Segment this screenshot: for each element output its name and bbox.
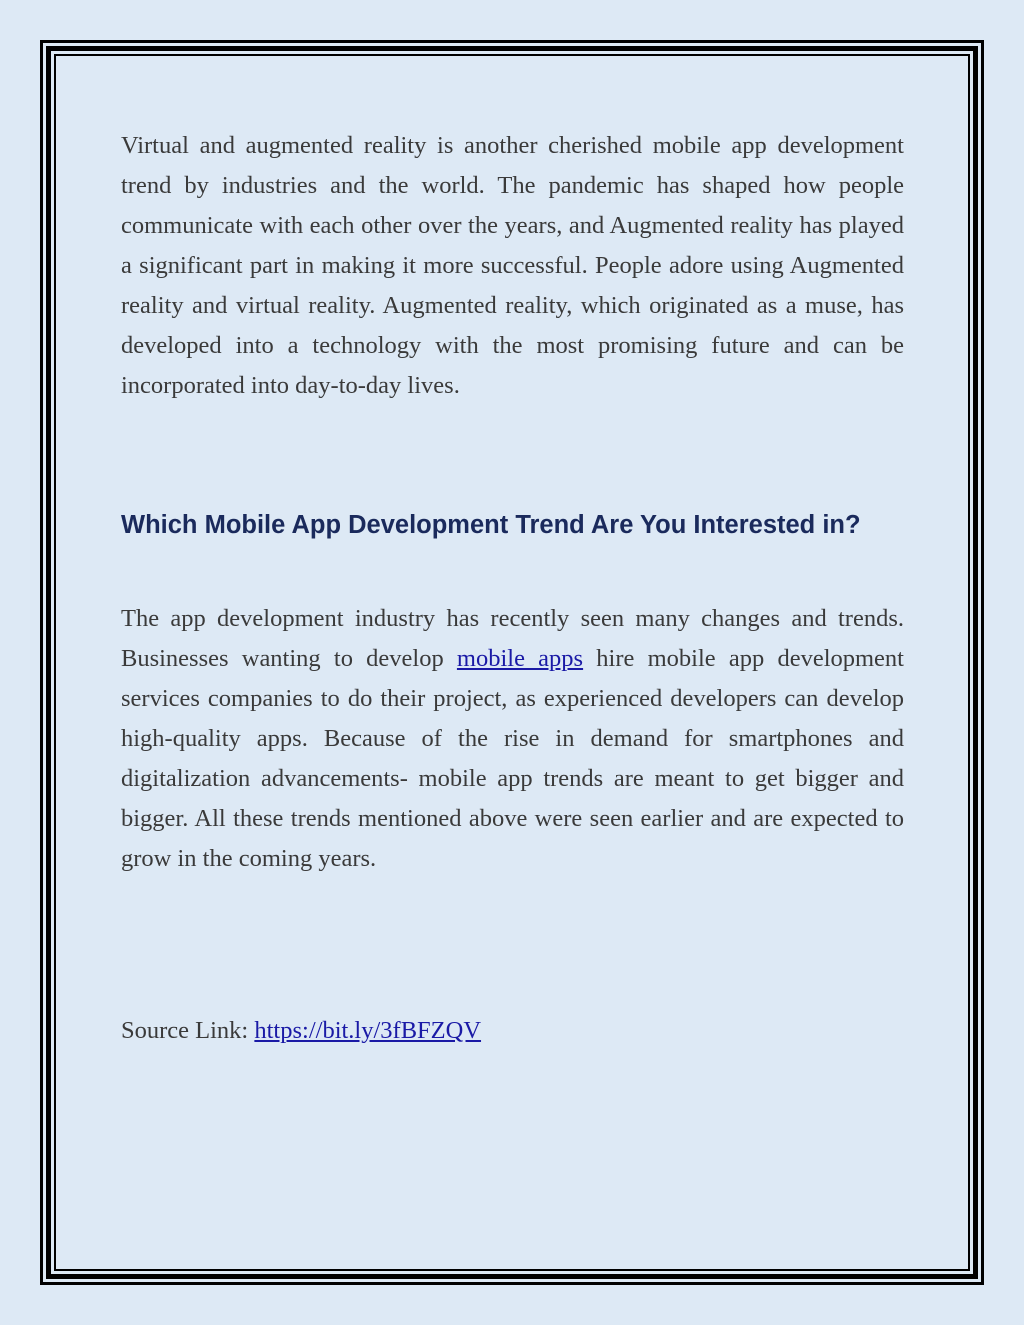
source-url-link[interactable]: https://bit.ly/3fBFZQV bbox=[254, 1017, 482, 1044]
paragraph-trends-wrapper bbox=[121, 599, 904, 879]
paragraph-trends-end: hire mobile app development services companies to do their project, as experienced developers can develop high-quality apps. Because of the rise in demand for smartphones and digitalization advancements- mobile app trends are meant to get bigger and bigger. All these trends mentioned above were seen earlier and are expected to grow in the coming years. bbox=[121, 645, 904, 872]
section-heading-wrapper bbox=[121, 507, 904, 543]
source-paragraph bbox=[121, 1011, 904, 1051]
paragraph-trends-start: The app development industry has recently seen many changes and trends. Businesses wanting to develop bbox=[121, 605, 904, 672]
source-line bbox=[121, 1011, 904, 1051]
paragraph-trends bbox=[121, 599, 904, 879]
mobile-apps-link[interactable]: mobile apps bbox=[456, 645, 584, 672]
paragraph-ar-vr: Virtual and augmented reality is another cherished mobile app development trend by industries and the world. The pandemic has shaped how people communicate with each other over the years, and Augmented reality has played a significant part in making it more successful. People adore using Augmented reality and virtual reality. Augmented reality, which originated as a muse, has developed into a technology with the most promising future and can be incorporated into day-to-day lives. bbox=[121, 132, 904, 399]
document-content bbox=[121, 126, 904, 1044]
source-label: Source Link: bbox=[121, 1017, 255, 1044]
section-heading: Which Mobile App Development Trend Are You Interested in? bbox=[121, 511, 861, 539]
